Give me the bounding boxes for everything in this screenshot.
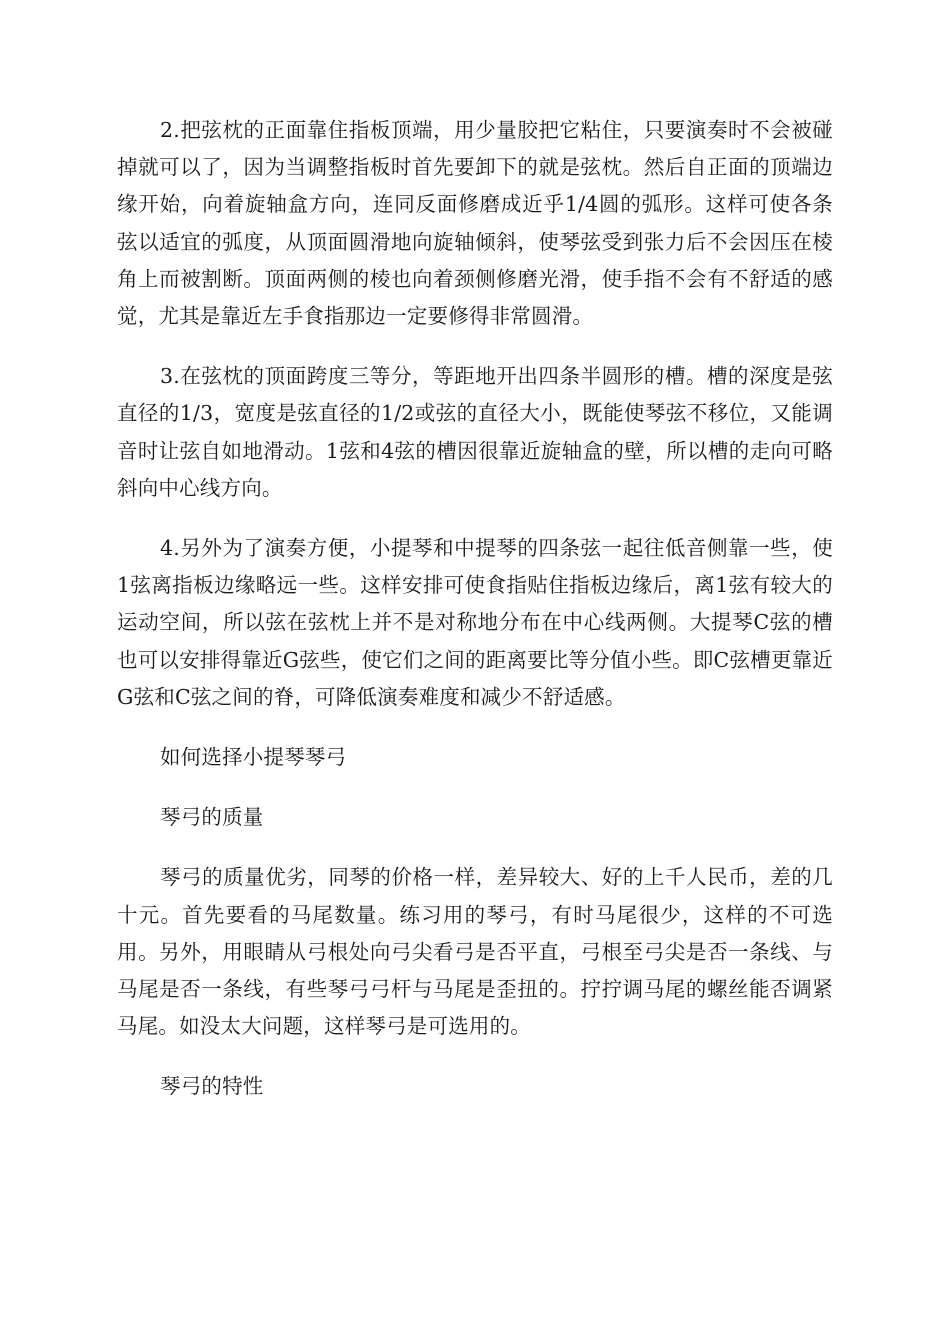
document-page	[117, 112, 833, 1129]
heading-bow-characteristics: 琴弓的特性	[160, 1074, 264, 1099]
heading-bow-quality: 琴弓的质量	[160, 805, 264, 830]
paragraph-bridge-step-3: 3.在弦枕的顶面跨度三等分，等距地开出四条半圆形的槽。槽的深度是弦直径的1/3，宽度是弦直径的1/2或弦的直径大小，既能使琴弦不移位，又能调音时让弦自如地滑动。1弦和4弦的槽因很靠近旋轴盒的壁，所以槽的走向可略斜向中心线方向。	[117, 364, 833, 500]
heading-choose-bow: 如何选择小提琴琴弓	[160, 745, 347, 770]
paragraph-bridge-step-2: 2.把弦枕的正面靠住指板顶端，用少量胶把它粘住，只要演奏时不会被碰掉就可以了，因为当调整指板时首先要卸下的就是弦枕。然后自正面的顶端边缘开始，向着旋轴盒方向，连同反面修磨成近乎1/4圆的弧形。这样可使各条弦以适宜的弧度，从顶面圆滑地向旋轴倾斜，使琴弦受到张力后不会因压在棱角上而被割断。顶面两侧的棱也向着颈侧修磨光滑，使手指不会有不舒适的感觉，尤其是靠近左手食指那边一定要修得非常圆滑。	[117, 118, 833, 329]
paragraph-bridge-step-4: 4.另外为了演奏方便，小提琴和中提琴的四条弦一起往低音侧靠一些，使1弦离指板边缘略远一些。这样安排可使食指贴住指板边缘后，离1弦有较大的运动空间，所以弦在弦枕上并不是对称地分布在中心线两侧。大提琴C弦的槽也可以安排得靠近G弦些，使它们之间的距离要比等分值小些。即C弦槽更靠近G弦和C弦之间的脊，可降低演奏难度和减少不舒适感。	[117, 536, 833, 709]
paragraph-bow-quality: 琴弓的质量优劣，同琴的价格一样，差异较大、好的上千人民币，差的几十元。首先要看的马尾数量。练习用的琴弓，有时马尾很少，这样的不可选用。另外，用眼睛从弓根处向弓尖看弓是否平直，弓根至弓尖是否一条线、与马尾是否一条线，有些琴弓弓杆与马尾是歪扭的。拧拧调马尾的螺丝能否调紧马尾。如没太大问题，这样琴弓是可选用的。	[117, 865, 833, 1039]
